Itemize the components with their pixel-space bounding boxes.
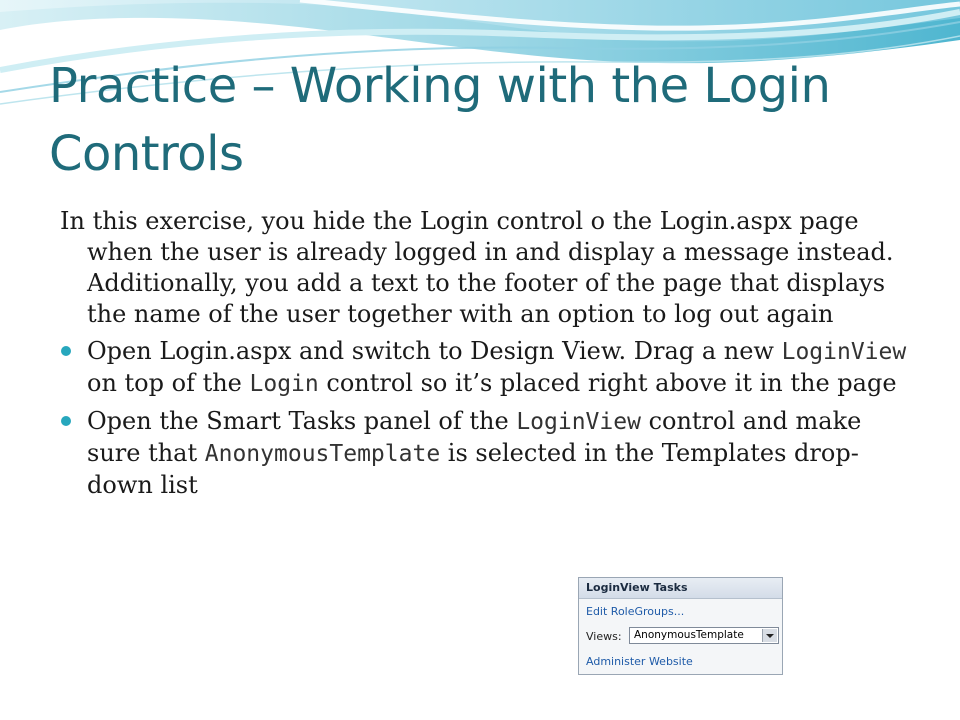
- code-loginview: LoginView: [781, 339, 907, 365]
- administer-website-link[interactable]: Administer Website: [586, 655, 693, 668]
- code-login: Login: [249, 371, 319, 397]
- bullet-text: is selected in the Templates drop-down list: [87, 439, 859, 499]
- code-loginview: LoginView: [516, 409, 641, 435]
- intro-paragraph: In this exercise, you hide the Login control o the Login.aspx page when the user is already logged in and display a message instead. Additionally, you add a text to the footer of the page that displays the name of the user together with an option to log out again: [60, 207, 894, 328]
- bullet-dot-icon: [61, 416, 71, 426]
- slide-title: Practice – Working with the Login Controls: [49, 58, 831, 182]
- views-dropdown[interactable]: [629, 627, 779, 644]
- slide-body: [60, 206, 920, 507]
- code-anonymoustemplate: AnonymousTemplate: [204, 441, 441, 467]
- chevron-down-icon[interactable]: [762, 629, 777, 642]
- tasks-panel-header: LoginView Tasks: [579, 578, 782, 599]
- bullet-text: control and make sure that: [87, 407, 862, 467]
- edit-rolegroups-link[interactable]: Edit RoleGroups...: [586, 605, 685, 618]
- views-dropdown-value: AnonymousTemplate: [634, 629, 744, 641]
- bullet-dot-icon: [61, 346, 71, 356]
- bullet-item-design-view: [60, 336, 920, 400]
- views-label: Views:: [586, 630, 622, 643]
- bullet-text: Open the Smart Tasks panel of the: [87, 407, 517, 435]
- bullet-text: Open Login.aspx and switch to Design View. Drag a new: [87, 337, 782, 365]
- bullet-text: on top of the: [87, 369, 250, 397]
- bullet-text: control so it’s placed right above it in the page: [318, 369, 897, 397]
- loginview-tasks-panel: [578, 577, 783, 675]
- bullet-item-smart-tasks: [60, 406, 920, 501]
